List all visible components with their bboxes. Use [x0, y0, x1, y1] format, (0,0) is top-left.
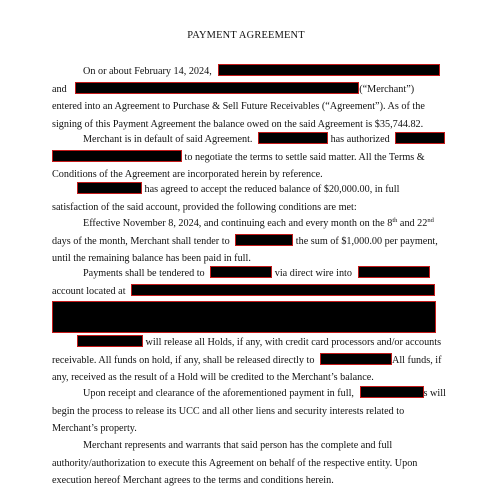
- paragraph-authority: [52, 437, 437, 490]
- text-line: s will: [423, 388, 446, 399]
- text-line: On or about February 14, 2024,: [83, 66, 212, 77]
- text-line: execution hereof Merchant agrees to the terms and conditions herein.: [52, 475, 334, 487]
- text-line: via direct wire into: [274, 268, 352, 279]
- redaction-box: [52, 150, 182, 162]
- text-line: Conditions of the Agreement are incorporated herein by reference.: [52, 169, 323, 181]
- redaction-box: [235, 234, 293, 246]
- text-line: any, received as the result of a Hold will be credited to the Merchant’s balance.: [52, 372, 374, 384]
- paragraph-intro: [52, 63, 437, 133]
- text-line: signing of this Payment Agreement the balance owed on the said Agreement is $35,744.82.: [52, 118, 424, 130]
- paragraph-holds: [52, 334, 442, 387]
- redaction-box: [75, 82, 359, 94]
- text-line: begin the process to release its UCC and all other liens and security interests related to: [52, 405, 405, 417]
- text-line: the sum of $1,000.00 per payment,: [295, 235, 438, 247]
- text-line: satisfaction of the said account, provided the following conditions are met:: [52, 201, 357, 213]
- text-line: Payments shall be tendered to: [83, 268, 205, 279]
- text-line: entered into an Agreement to Purchase & Sell Future Receivables (“Agreement”). As of the: [52, 101, 425, 113]
- redaction-box: [358, 266, 430, 278]
- text-line: days of the month, Merchant shall tender to: [52, 235, 230, 247]
- redaction-box: [131, 284, 435, 296]
- superscript: th: [392, 217, 398, 224]
- text-line: authority/authorization to execute this Agreement on behalf of the respective entity. Upon: [52, 457, 418, 469]
- redaction-box: [258, 132, 328, 144]
- paragraph-settlement: [52, 181, 437, 216]
- text-line: (“Merchant”): [359, 83, 415, 95]
- text-line: account located at: [52, 285, 126, 297]
- text-line: All funds, if: [391, 354, 442, 366]
- text-line: and: [52, 83, 67, 95]
- text-line: Merchant represents and warrants that said person has the complete and full: [83, 440, 393, 451]
- redaction-block: [52, 301, 436, 333]
- paragraph-wire-instructions: [52, 265, 437, 300]
- text-line: receivable. All funds on hold, if any, shall be released directly to: [52, 354, 315, 366]
- document-title: PAYMENT AGREEMENT: [187, 30, 305, 41]
- paragraph-ucc-release: [52, 385, 446, 438]
- redaction-box: [360, 386, 424, 398]
- text-line: until the remaining balance has been paid in full.: [52, 253, 251, 265]
- redaction-box: [77, 182, 142, 194]
- text-line: and 22: [397, 218, 428, 229]
- text-line: has authorized: [330, 134, 390, 145]
- paragraph-payment-schedule: [52, 215, 437, 268]
- text-line: Merchant’s property.: [52, 423, 137, 435]
- text-line: Merchant is in default of said Agreement.: [83, 134, 253, 145]
- text-line: Effective November 8, 2024, and continuing each and every month on the 8: [83, 218, 393, 229]
- redaction-box: [395, 132, 445, 144]
- text-line: will release all Holds, if any, with credit card processors and/or accounts: [145, 337, 442, 348]
- redaction-box: [218, 64, 440, 76]
- redaction-box: [77, 335, 143, 347]
- redaction-box: [210, 266, 272, 278]
- text-line: has agreed to accept the reduced balance of $20,000.00, in full: [144, 184, 400, 195]
- superscript: nd: [427, 217, 434, 224]
- redaction-box: [320, 353, 392, 365]
- paragraph-default: [52, 131, 437, 184]
- text-line: Upon receipt and clearance of the aforementioned payment in full,: [83, 388, 354, 399]
- text-line: to negotiate the terms to settle said matter. All the Terms &: [184, 151, 425, 163]
